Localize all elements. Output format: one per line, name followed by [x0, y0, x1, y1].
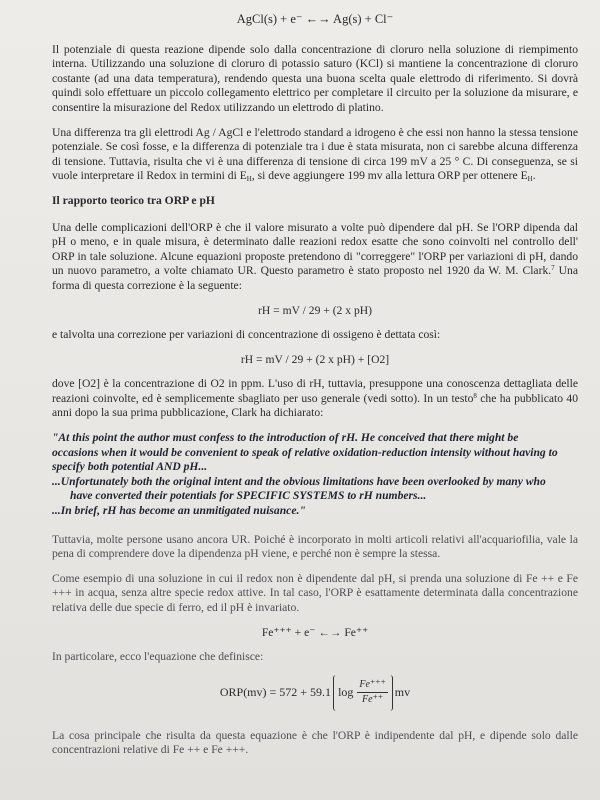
- paragraph-text: La cosa principale che risulta da questa equazione è che l'ORP è indipendente dal pH, e dipende solo dalle concentrazioni relative di Fe ++ e Fe +++.: [52, 728, 578, 757]
- section-title: Il rapporto teorico tra ORP e pH: [52, 193, 215, 207]
- formula-fraction: [357, 678, 387, 708]
- subscript: H: [246, 175, 252, 184]
- formula-bracket: [333, 675, 393, 711]
- quote-line: have converted their potentials for SPECIFIC SYSTEMS to rH numbers...: [70, 489, 427, 503]
- formula-lhs: ORP(mv) = 572 + 59.1: [219, 685, 332, 700]
- formula-unit: mv: [394, 685, 411, 700]
- quote-line: ...Unfortunately both the original intent and the obvious limitations have been overlooked by many who: [52, 474, 546, 488]
- equation-iron: Fe⁺⁺⁺ + e⁻ ←→ Fe⁺⁺: [261, 625, 369, 639]
- paragraph-voltage-difference: [52, 126, 578, 184]
- paragraph-orp-ph: [52, 221, 578, 294]
- quote-line: specify both potential AND pH...: [52, 460, 208, 474]
- quote-line: ...In brief, rH has become an unmitigated nuisance.": [52, 504, 306, 518]
- paragraph-text: Come esempio di una soluzione in cui il redox non è dipendente dal pH, si prenda una soluzione di Fe ++ e Fe +++ in acqua, senza altre specie redox attive. In tal caso, l'ORP è esattamente determinata dalla concentrazione relativa delle due specie di ferro, ed il pH è invariato.: [52, 571, 578, 614]
- equation-rh: rH = mV / 29 + (2 x pH): [258, 303, 372, 317]
- paragraph-text: In particolare, ecco l'equazione che definisce:: [52, 650, 264, 664]
- paragraph-definition: [52, 650, 578, 665]
- paragraph-text: Una delle complicazioni dell'ORP è che il valore misurato a volte può dipendere dal pH. Se l'ORP dipenda dal pH o meno, e in quale misura, è determinato dalle reazioni redox esatte che sono coinvolti nel controllo dell' ORP in tale soluzione. Alcune equazioni proposte pretendono di "correggere" l'ORP per variazioni di pH, dando un nuovo parametro, a volte chiamato UR. Questo parametro è stato proposto nel 1920 da W. M. Clark.: [52, 220, 578, 278]
- paragraph-conclusion: [52, 729, 578, 758]
- equation-agcl: AgCl(s) + e⁻ ←→ Ag(s) + Cl⁻: [236, 12, 394, 26]
- equation-rh-o2: rH = mV / 29 + (2 x pH) + [O2]: [240, 352, 390, 366]
- paragraph-text: Il potenziale di questa reazione dipende solo dalla concentrazione di cloruro nella soluzione di riempimento interna. Utilizzando una soluzione di cloruro di potassio saturo (KCl) si mantiene la concentrazione di cloruro costante (ad una data temperatura), rendendo questa una buona scelta quale elettrodo di riferimento. Si dovrà quindi solo effettuare un piccolo collegamento elettrico per completare il circuito per la soluzione da misurare, e consentire la misurazione del Redox utilizzando un elettrodo di platino.: [52, 42, 578, 114]
- paragraph-o2-ppm: [52, 377, 578, 421]
- paragraph-text: , si deve aggiungere 199 mv alla lettura ORP per ottenere E: [251, 169, 528, 183]
- paragraph-oxygen: [52, 328, 578, 343]
- footnote-ref-7: 7: [551, 264, 555, 273]
- paragraph-text: che ha pubblicato 40 anni dopo la sua prima pubblicazione, Clark ha dichiarato:: [52, 391, 578, 420]
- quote-line: occasions when it would be convenient to speak of relative oxidation-reduction intensity without having to: [52, 445, 558, 459]
- paragraph-text: Una differenza tra gli elettrodi Ag / AgCl e l'elettrodo standard a idrogeno è che essi non hanno la stessa tensione potenziale. Se così fosse, e la differenza di potenziale tra i due è stata misurata, non ci sarebbe alcuna differenza di tensione. Tuttavia, risulta che vi è una differenza di tensione di circa 199 mV a 25 ° C. Di conseguenza, se si vuole interpretare il Redox in termini di E: [52, 125, 578, 183]
- formula-denominator: Fe⁺⁺: [362, 694, 384, 706]
- formula-numerator: Fe⁺⁺⁺: [357, 678, 387, 694]
- formula-log: log: [338, 685, 354, 700]
- footnote-ref-8: 8: [473, 391, 477, 400]
- paragraph-ur-usage: [52, 533, 578, 562]
- clark-quote: [52, 431, 578, 519]
- paragraph-text: e talvolta una correzione per variazioni di concentrazione di ossigeno è dettata così:: [52, 328, 441, 342]
- paragraph-iron-example: [52, 572, 578, 616]
- subscript: H: [527, 175, 533, 184]
- paragraph-reference-electrode: [52, 43, 578, 116]
- paragraph-text: Una forma di questa correzione è la seguente:: [52, 264, 578, 292]
- paragraph-text: Tuttavia, molte persone usano ancora UR. Poiché è incorporato in molti articoli relativi all'acquariofilia, vale la pena di comprendere dove la dipendenza pH viene, e perché non è sempre la stessa.: [52, 532, 578, 561]
- orp-formula: [52, 675, 578, 711]
- quote-line: "At this point the author must confess to the introduction of rH. He conceived that there might be: [52, 431, 519, 445]
- paragraph-text: dove [O2] è la concentrazione di O2 in ppm. L'uso di rH, tuttavia, presuppone una conoscenza dettagliata delle reazioni coinvolte, ed è semplicemente sbagliato per uso generale (vedi sotto). In un testo: [52, 377, 578, 405]
- paragraph-text: .: [532, 169, 536, 183]
